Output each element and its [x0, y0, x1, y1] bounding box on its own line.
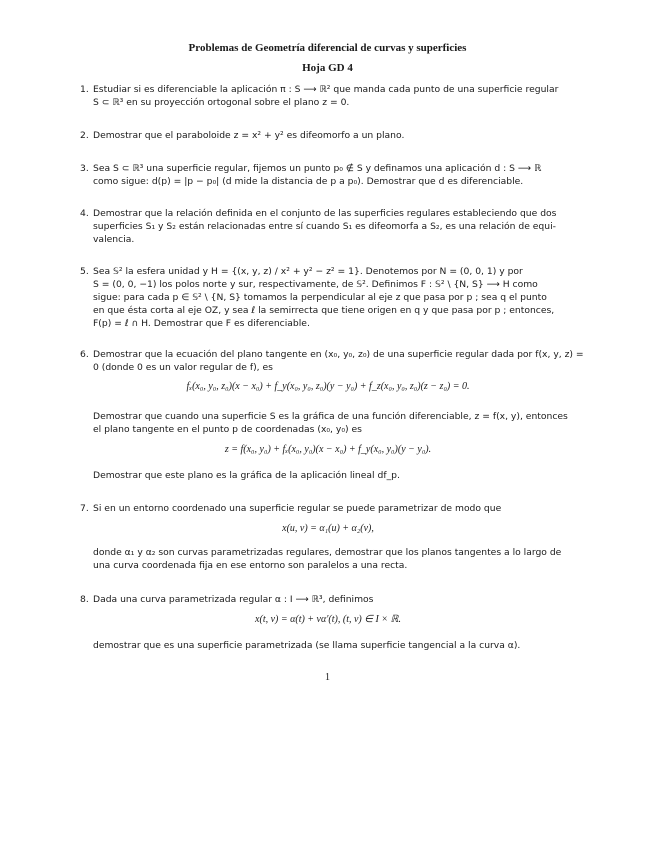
problem-5-line-5: F(p) = ℓ ∩ H. Demostrar que F es diferenciable. — [93, 318, 310, 329]
page-number: 1 — [325, 672, 330, 683]
problem-7-line-3: una curva coordenada fija en ese entorno son paralelos a una recta. — [93, 560, 408, 571]
tangent-plane-equation: fₓ(x₀, y₀, z₀)(x − x₀) + f_y(x₀, y₀, z₀)(y − y₀) + f_z(x₀, y₀, z₀)(z − z₀) = 0. — [186, 381, 470, 392]
problem-5-line-4: en que ésta corta al eje OZ, y sea ℓ la semirrecta que tiene origen en q y que pasa por p ; entonces, — [93, 305, 555, 316]
problem-4-line-3: valencia. — [93, 234, 135, 245]
problem-number: 3. — [80, 163, 89, 174]
problem-number: 5. — [80, 266, 89, 277]
sheet-label: Hoja GD 4 — [302, 62, 353, 74]
problem-6-line-2: 0 (donde 0 es un valor regular de f), es — [93, 362, 273, 373]
problem-7-line-2: donde α₁ y α₂ son curvas parametrizadas regulares, demostrar que los planos tangentes a lo largo de — [93, 547, 562, 558]
problem-number: 2. — [80, 130, 89, 141]
problem-3-line-2: como sigue: d(p) = |p − p₀| (d mide la distancia de p a p₀). Demostrar que d es diferenciable. — [93, 176, 524, 187]
problem-number: 7. — [80, 503, 89, 514]
problem-1-line-1: Estudiar si es diferenciable la aplicación π : S ⟶ ℝ² que manda cada punto de una superficie regular — [93, 84, 559, 95]
problem-2-line-1: Demostrar que el paraboloide z = x² + y² es difeomorfo a un plano. — [93, 130, 405, 141]
problem-5-line-1: Sea 𝕊² la esfera unidad y H = {(x, y, z) / x² + y² − z² = 1}. Denotemos por N = (0, 0, 1) y por — [93, 266, 523, 277]
problem-1-line-2: S ⊂ ℝ³ en su proyección ortogonal sobre el plano z = 0. — [93, 97, 350, 108]
problem-6-line-4: el plano tangente en el punto p de coordenadas (x₀, y₀) es — [93, 424, 362, 435]
problem-number: 8. — [80, 594, 89, 605]
tangential-surface-equation: x(t, v) = α(t) + vα′(t), (t, v) ∈ I × ℝ. — [255, 614, 401, 625]
problem-number: 1. — [80, 84, 89, 95]
problem-4-line-2: superficies S₁ y S₂ están relacionadas entre sí cuando S₁ es difeomorfa a S₂, es una relación de equi- — [93, 221, 556, 232]
problem-number: 6. — [80, 349, 89, 360]
problem-6-line-5: Demostrar que este plano es la gráfica de la aplicación lineal df_p. — [93, 470, 400, 481]
graph-tangent-plane-equation: z = f(x₀, y₀) + fₓ(x₀, y₀)(x − x₀) + f_y(x₀, y₀)(y − y₀). — [224, 444, 432, 455]
problem-3-line-1: Sea S ⊂ ℝ³ una superficie regular, fijemos un punto p₀ ∉ S y definamos una aplicación d : S ⟶ ℝ — [93, 163, 542, 174]
problem-6-line-1: Demostrar que la ecuación del plano tangente en (x₀, y₀, z₀) de una superficie regular dada por f(x, y, z) = — [93, 349, 584, 360]
problem-8-line-2: demostrar que es una superficie parametrizada (se llama superficie tangencial a la curva α). — [93, 640, 521, 651]
problem-number: 4. — [80, 208, 89, 219]
parametrization-equation: x(u, v) = α₁(u) + α₂(v), — [282, 523, 374, 534]
problem-5-line-2: S = (0, 0, −1) los polos norte y sur, respectivamente, de 𝕊². Definimos F : 𝕊² \ {N, S} ⟶ H como — [93, 279, 538, 290]
problem-7-line-1: Si en un entorno coordenado una superficie regular se puede parametrizar de modo que — [93, 503, 502, 514]
problem-5-line-3: sigue: para cada p ∈ 𝕊² \ {N, S} tomamos la perpendicular al eje z que pasa por p ; sea q el punto — [93, 292, 547, 303]
problem-4-line-1: Demostrar que la relación definida en el conjunto de las superficies regulares estableciendo que dos — [93, 208, 557, 219]
problem-6-line-3: Demostrar que cuando una superficie S es la gráfica de una función diferenciable, z = f(x, y), entonces — [93, 411, 568, 422]
document-title: Problemas de Geometría diferencial de curvas y superficies — [188, 42, 467, 54]
problem-8-line-1: Dada una curva parametrizada regular α : I ⟶ ℝ³, definimos — [93, 594, 374, 605]
